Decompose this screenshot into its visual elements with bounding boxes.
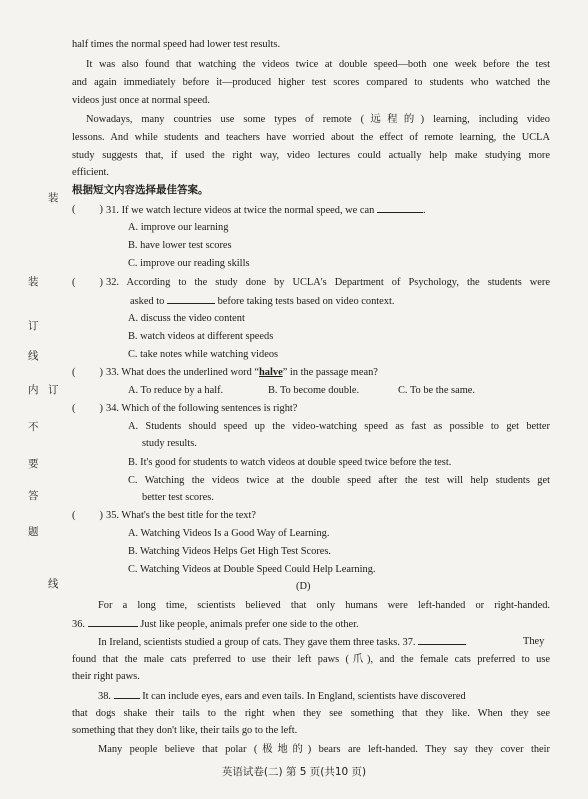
passage-line: 38. It can include eyes, ears and even tails. In England, scientists have discovered bbox=[98, 691, 466, 702]
answer-blank[interactable] bbox=[114, 689, 140, 699]
instruction-heading: 根据短文内容选择最佳答案。 bbox=[72, 184, 209, 196]
answer-paren[interactable]: ( ) bbox=[72, 277, 103, 288]
option: B. Watching Videos Helps Get High Test Scores. bbox=[128, 546, 332, 557]
option: C. Watching the videos twice at the double speed after the test will help students get bbox=[128, 475, 550, 486]
option: B. It's good for students to watch videos at double speed twice before the test. bbox=[128, 457, 452, 468]
answer-blank[interactable] bbox=[167, 294, 215, 304]
passage-line: 36. Just like people, animals prefer one side to the other. bbox=[72, 619, 359, 630]
option: B. watch videos at different speeds bbox=[128, 331, 274, 342]
binding-margin-char: 订 bbox=[28, 320, 39, 332]
option: better test scores. bbox=[142, 492, 214, 503]
binding-margin-char: 题 bbox=[28, 526, 39, 538]
answer-blank[interactable] bbox=[418, 635, 466, 645]
section-label: (D) bbox=[296, 581, 311, 592]
binding-margin-char: 装 bbox=[28, 276, 39, 288]
passage-line: found that the male cats preferred to use their left paws (爪), and the female cats preferred to use bbox=[72, 654, 550, 665]
passage-line: that dogs shake their tails to the right when they see something that they like. When they see bbox=[72, 708, 550, 719]
passage-line: videos just once at normal speed. bbox=[72, 95, 210, 106]
question-stem: 34. Which of the following sentences is right? bbox=[106, 403, 298, 414]
option: study results. bbox=[142, 438, 197, 449]
binding-margin-char: 线 bbox=[48, 578, 59, 590]
binding-margin-char: 答 bbox=[28, 490, 39, 502]
passage-line: and again immediately before it—produced higher test scores compared to students who watched the bbox=[72, 77, 550, 88]
passage-line: half times the normal speed had lower test results. bbox=[72, 39, 281, 50]
binding-margin-char: 要 bbox=[28, 458, 39, 470]
binding-margin-char: 订 bbox=[48, 384, 59, 396]
option: A. Watching Videos Is a Good Way of Learning. bbox=[128, 528, 330, 539]
passage-line: They bbox=[523, 636, 545, 647]
option: B. To become double. bbox=[268, 385, 360, 396]
passage-line: Many people believe that polar (极地的) bears are left-handed. They say they cover their bbox=[98, 744, 550, 755]
answer-blank[interactable] bbox=[88, 617, 138, 627]
option: B. have lower test scores bbox=[128, 240, 232, 251]
passage-line: lessons. And while students and teachers have worried about the effect of remote learning, the UCLA bbox=[72, 132, 550, 143]
question-stem: 35. What's the best title for the text? bbox=[106, 510, 256, 521]
option: A. To reduce by a half. bbox=[128, 385, 224, 396]
option: A. discuss the video content bbox=[128, 313, 245, 324]
option: C. take notes while watching videos bbox=[128, 349, 279, 360]
passage-line: It was also found that watching the videos twice at double speed—both one week before the test bbox=[86, 59, 550, 70]
passage-line: efficient. bbox=[72, 167, 110, 178]
option: A. improve our learning bbox=[128, 222, 229, 233]
binding-margin-char: 装 bbox=[48, 192, 59, 204]
answer-paren[interactable]: ( ) bbox=[72, 204, 103, 215]
answer-paren[interactable]: ( ) bbox=[72, 403, 103, 414]
option: C. To be the same. bbox=[398, 385, 475, 396]
page-footer: 英语试卷(二) 第 5 页(共10 页) bbox=[221, 766, 367, 778]
answer-blank[interactable] bbox=[377, 203, 423, 213]
option: A. Students should speed up the video-watching speed as fast as possible to get better bbox=[128, 421, 550, 432]
answer-paren[interactable]: ( ) bbox=[72, 367, 103, 378]
passage-line: In Ireland, scientists studied a group of cats. They gave them three tasks. 37. bbox=[98, 635, 466, 649]
question-stem: 31. If we watch lecture videos at twice the normal speed, we can . bbox=[106, 205, 426, 216]
option: C. improve our reading skills bbox=[128, 258, 250, 269]
passage-line: study suggests that, if used the right way, video lectures could actually help make studying more bbox=[72, 150, 550, 161]
passage-line: something that they don't like, their tails go to the left. bbox=[72, 725, 298, 736]
passage-line: For a long time, scientists believed that only humans were left-handed or right-handed. bbox=[98, 600, 550, 611]
passage-line: their right paws. bbox=[72, 671, 140, 682]
binding-margin-char: 线 bbox=[28, 350, 39, 362]
option: C. Watching Videos at Double Speed Could Help Learning. bbox=[128, 564, 376, 575]
question-stem: 33. What does the underlined word “halve” in the passage mean? bbox=[106, 367, 378, 378]
passage-line: Nowadays, many countries use some types of remote (远程的) learning, including video bbox=[86, 114, 550, 125]
question-stem: 32. According to the study done by UCLA's Department of Psychology, the students were bbox=[106, 277, 550, 288]
binding-margin-char: 内 bbox=[28, 384, 39, 396]
answer-paren[interactable]: ( ) bbox=[72, 510, 103, 521]
binding-margin-char: 不 bbox=[28, 421, 39, 433]
question-stem: asked to before taking tests based on video context. bbox=[130, 296, 395, 307]
